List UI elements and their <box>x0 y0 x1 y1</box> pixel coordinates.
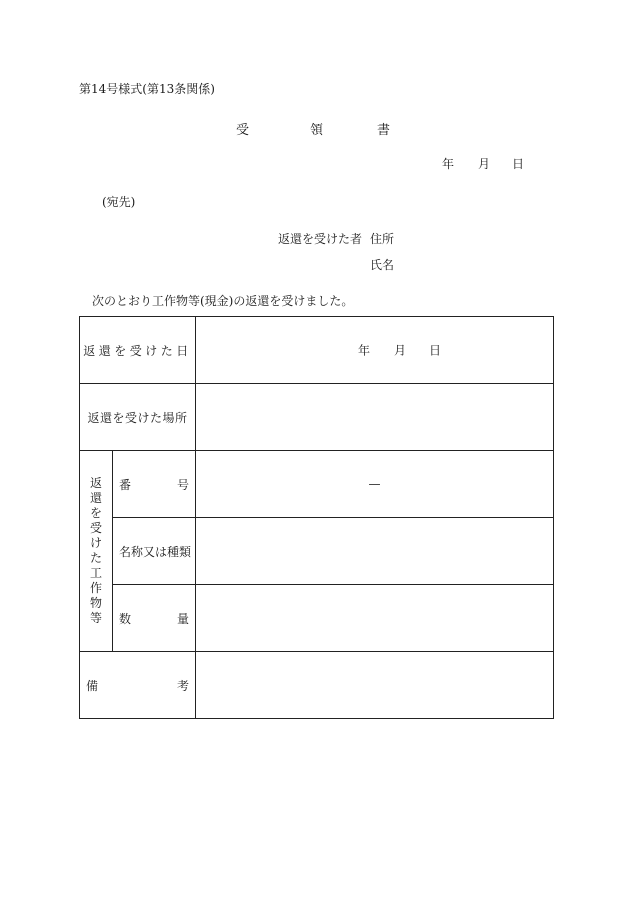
return-date-label: 返還を受けた日 <box>80 317 196 384</box>
form-number: 第14号様式(第13条関係) <box>79 82 215 96</box>
quantity-label: 数 量 <box>113 585 196 652</box>
title-char-1: 受 <box>236 123 250 138</box>
return-date-year: 年 <box>358 343 371 358</box>
name-label: 氏名 <box>370 258 395 272</box>
name-kind-row <box>80 518 554 585</box>
number-field[interactable]: — <box>196 451 554 518</box>
remarks-field[interactable] <box>196 652 554 719</box>
receipt-table <box>79 316 554 719</box>
return-place-label: 返還を受けた場所 <box>80 384 196 451</box>
quantity-row <box>80 585 554 652</box>
addressee-label: (宛先) <box>102 195 136 209</box>
remarks-label: 備 考 <box>80 652 196 719</box>
return-date-day: 日 <box>429 343 442 358</box>
returned-items-group-label: 返 還 を 受 け た 工 作 物 等 <box>80 451 113 652</box>
number-row <box>80 451 554 518</box>
return-date-month: 月 <box>394 343 407 358</box>
return-date-row <box>80 317 554 384</box>
name-kind-field[interactable] <box>196 518 554 585</box>
return-place-field[interactable] <box>196 384 554 451</box>
return-date-field[interactable] <box>196 317 554 384</box>
return-place-row <box>80 384 554 451</box>
title-char-2: 領 <box>310 123 324 138</box>
date-day: 日 <box>512 157 525 171</box>
title-char-3: 書 <box>377 123 391 138</box>
name-kind-label: 名称又は種類 <box>113 518 196 585</box>
remarks-row <box>80 652 554 719</box>
number-label: 番 号 <box>113 451 196 518</box>
date-month: 月 <box>478 157 491 171</box>
quantity-field[interactable] <box>196 585 554 652</box>
returner-label: 返還を受けた者 <box>278 232 363 246</box>
address-label: 住所 <box>370 232 395 246</box>
intro-text: 次のとおり工作物等(現金)の返還を受けました。 <box>92 294 354 308</box>
date-year: 年 <box>442 157 455 171</box>
